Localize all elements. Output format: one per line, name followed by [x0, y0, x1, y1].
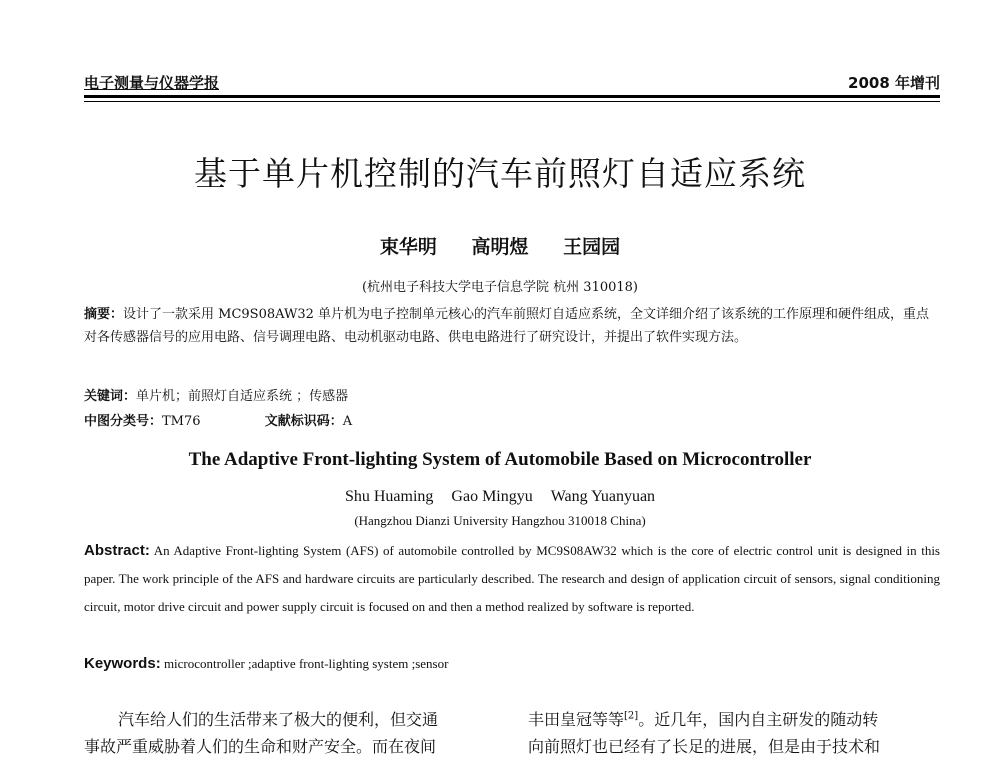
keywords-english: [84, 655, 940, 672]
keywords-cn-text: 单片机；前照灯自适应系统 ；传感器: [136, 389, 349, 404]
author-en-1: Shu Huaming: [344, 488, 434, 505]
body-right-line-2: 向前照灯也已经有了长足的进展，但是由于技术和: [528, 737, 881, 756]
affiliation-chinese: (杭州电子科技大学电子信息学院 杭州 310018): [361, 280, 639, 295]
affiliation-english: (Hangzhou Dianzi University Hangzhou 310018 China): [354, 513, 646, 528]
author-cn-3: 王园园: [563, 236, 621, 258]
clc-value: TM76: [162, 414, 201, 429]
keywords-en-label: Keywords:: [84, 655, 161, 672]
body-left-line-2: 事故严重威胁着人们的生命和财产安全。而在夜间: [84, 737, 437, 756]
classification-line: [84, 410, 940, 429]
abstract-en-label: Abstract:: [84, 542, 150, 559]
header-rule-thick: [84, 95, 940, 98]
header-rule-thin: [84, 101, 940, 102]
author-cn-2: 高明煜: [471, 236, 529, 258]
abstract-cn-text: 设计了一款采用 MC9S08AW32 单片机为电子控制单元核心的汽车前照灯自适应系统，全文详细介绍了该系统的工作原理和硬件组成，重点对各传感器信号的应用电路、信号调理电路、电动机驱动电路、供电电路进行了研究设计，并提出了软件实现方法。: [84, 307, 930, 345]
abstract-cn-label: 摘要：: [84, 307, 124, 322]
author-cn-1: 束华明: [379, 236, 437, 258]
clc-label: 中图分类号：: [84, 414, 163, 429]
title-chinese: 基于单片机控制的汽车前照灯自适应系统: [194, 154, 806, 193]
doc-code-label: 文献标识码：: [264, 414, 343, 429]
abstract-english: [84, 537, 940, 621]
author-en-3: Wang Yuanyuan: [550, 488, 656, 505]
doc-code-value: A: [342, 414, 353, 429]
citation-ref: [2]: [624, 710, 639, 722]
abstract-en-text: An Adaptive Front-lighting System (AFS) of automobile controlled by MC9S08AW32 which is the core of electric control unit is designed in this paper. The work principle of the AFS and hardware circuits are particularly described. The research and design of application circuit of sensors, signal conditioning circuit, motor drive circuit and power supply circuit is focused on and then a method realized by software is reported.: [84, 543, 940, 614]
journal-name: 电子测量与仪器学报: [84, 74, 220, 92]
keywords-en-text: microcontroller ;adaptive front-lighting system ;sensor: [163, 656, 449, 671]
body-left-line-1: 汽车给人们的生活带来了极大的便利，但交通: [118, 710, 439, 729]
body-column-left: [84, 706, 494, 760]
title-english: The Adaptive Front-lighting System of Automobile Based on Microcontroller: [188, 449, 812, 470]
keywords-chinese: [84, 385, 940, 404]
abstract-chinese: [84, 303, 940, 349]
authors-english: [0, 488, 1000, 506]
author-en-2: Gao Mingyu: [451, 488, 533, 505]
keywords-cn-label: 关键词：: [84, 389, 137, 404]
authors-chinese: [0, 232, 1000, 259]
running-header: [84, 72, 940, 94]
body-right-line-1-post: 。近几年，国内自主研发的随动转: [638, 710, 879, 729]
body-right-line-1-pre: 丰田皇冠等等: [528, 710, 625, 729]
issue-label: 2008 年增刊: [848, 74, 940, 92]
body-column-right: [528, 706, 940, 760]
body-right-line-1: [528, 706, 940, 733]
